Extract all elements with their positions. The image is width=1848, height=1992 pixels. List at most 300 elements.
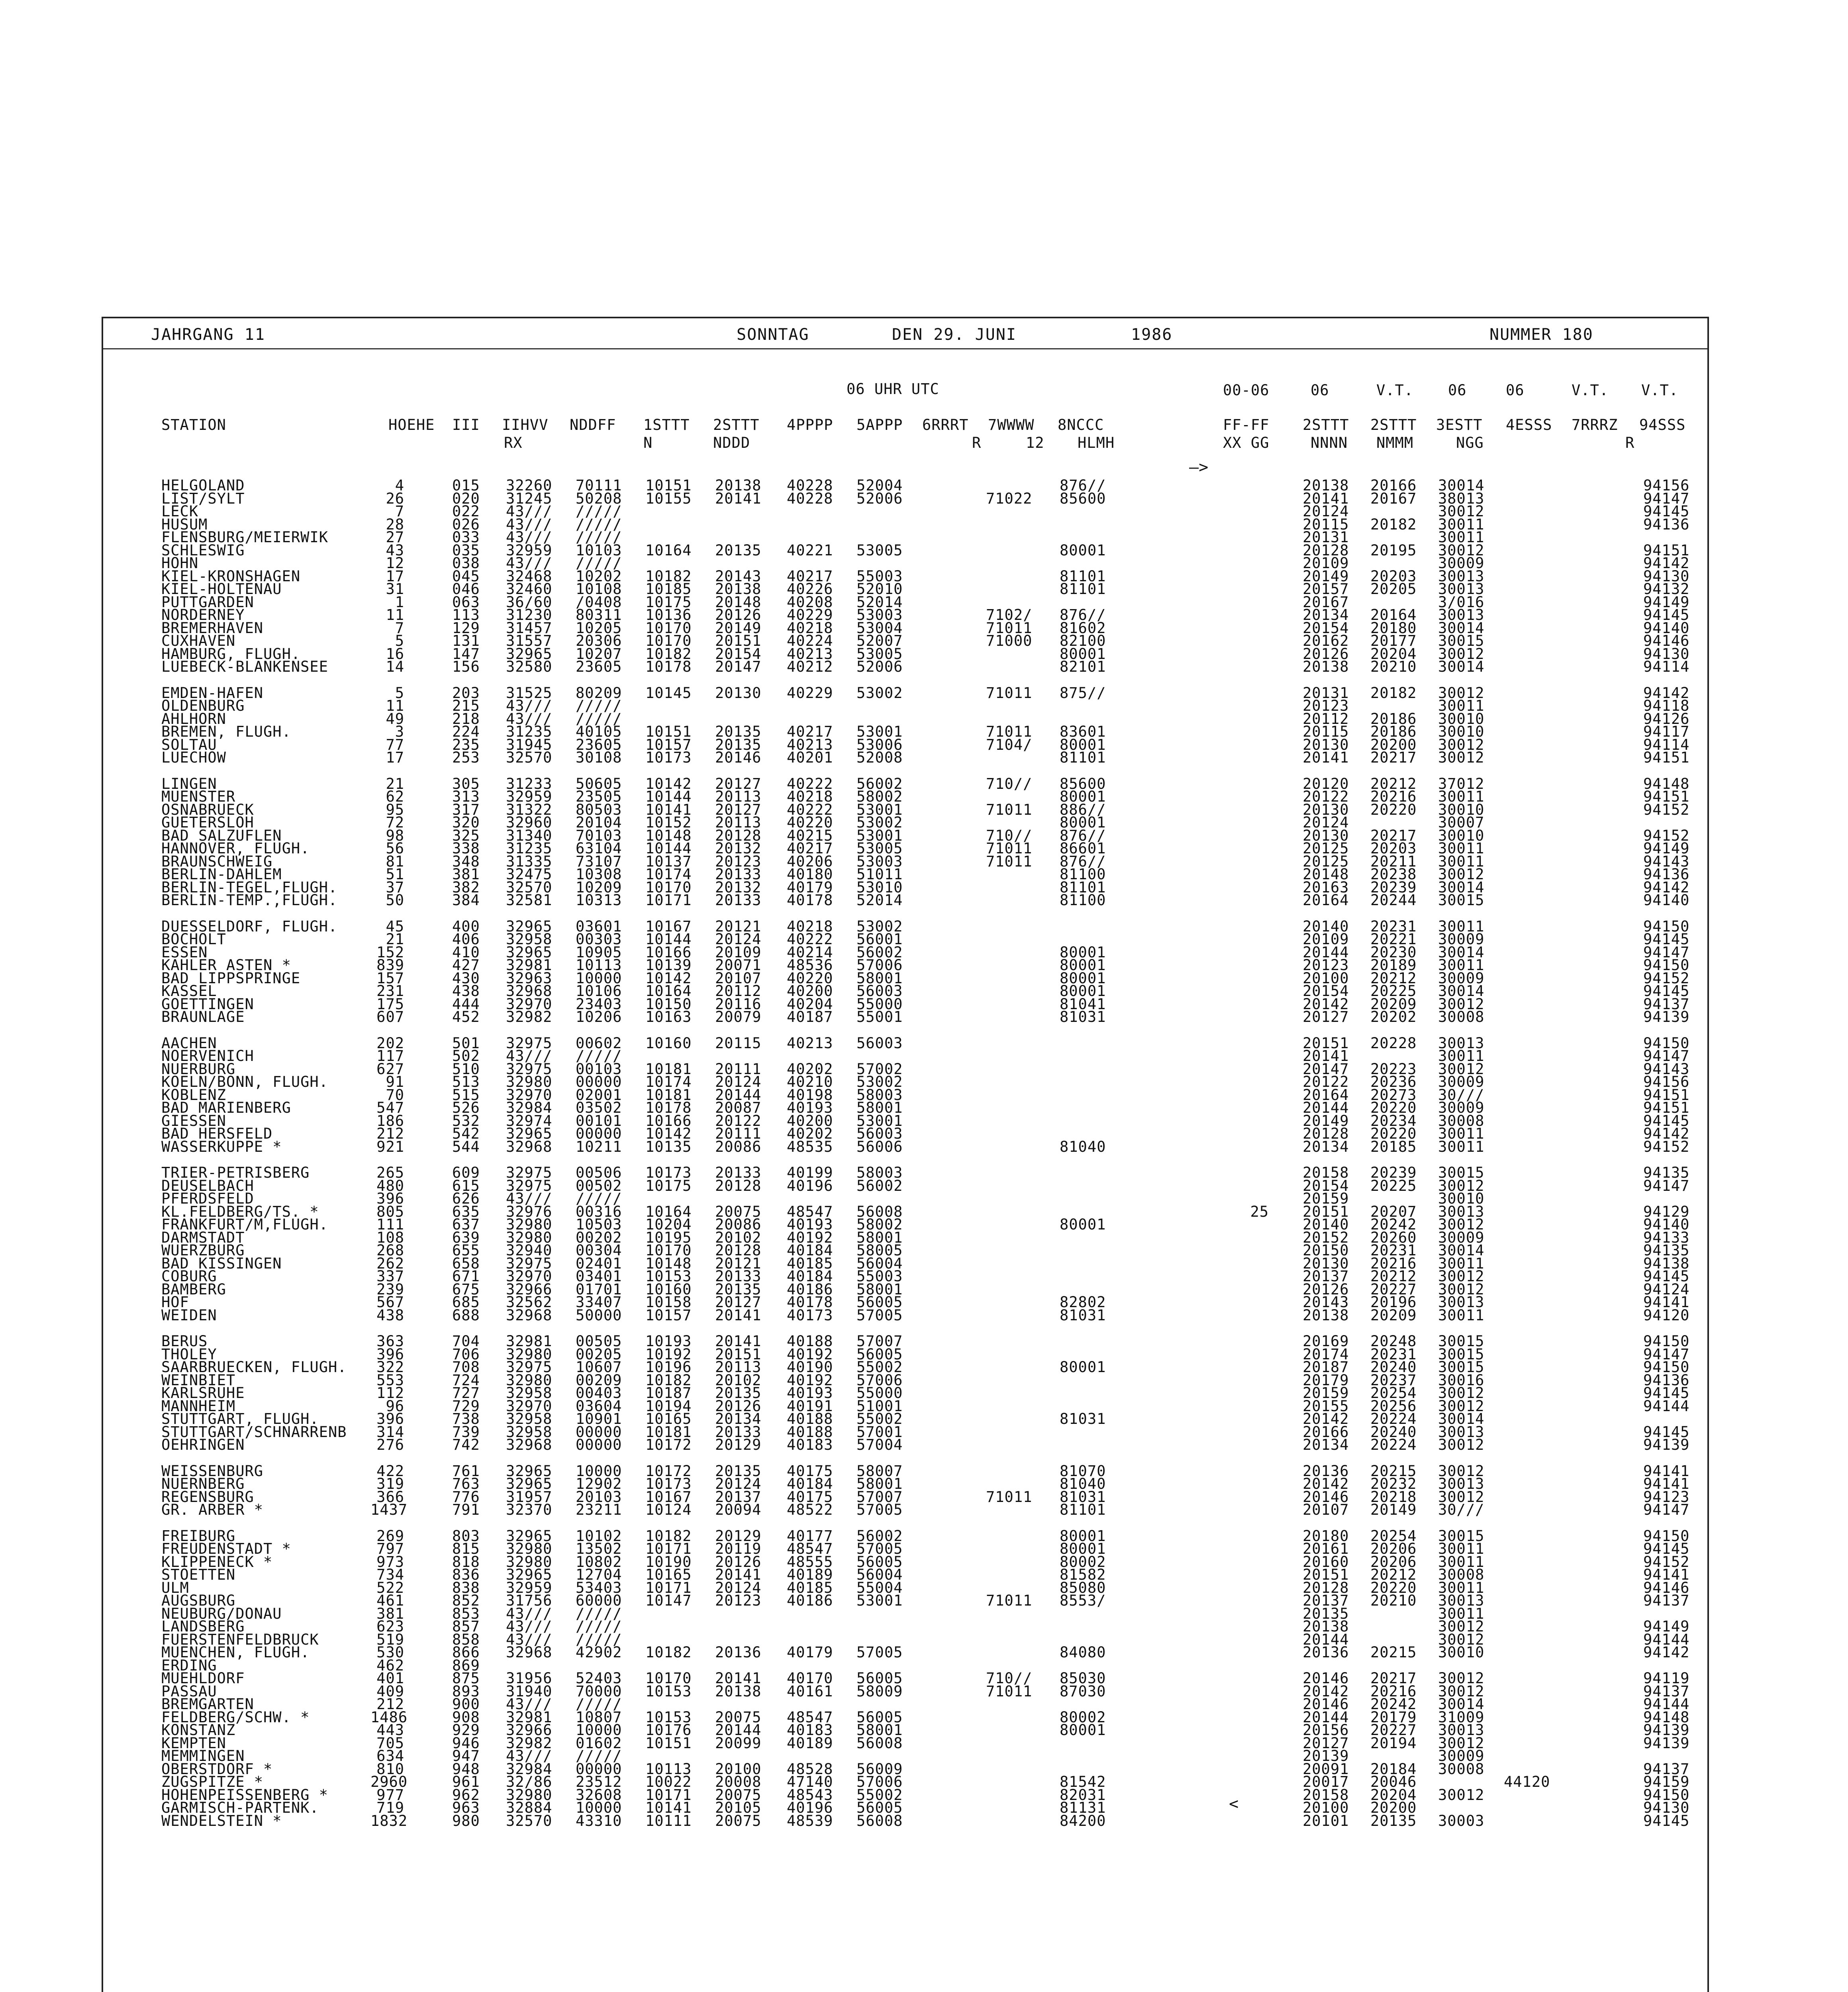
cell-2sttt_a: 20179 bbox=[1303, 1371, 1349, 1389]
cell-1sttt: 10157 bbox=[645, 1306, 692, 1324]
cell-2sttt: 20124 bbox=[715, 1475, 762, 1492]
cell-nddff: 00000 bbox=[576, 1125, 622, 1142]
cell-iii: 869 bbox=[452, 1657, 480, 1674]
cell-2sttt: 20075 bbox=[715, 1812, 762, 1829]
cell-2sttt_a: 20151 bbox=[1303, 1034, 1349, 1052]
cell-8nccc: 87030 bbox=[1060, 1682, 1106, 1700]
cell-2sttt_b: 20205 bbox=[1370, 580, 1417, 598]
cell-2sttt_b: 20239 bbox=[1370, 1164, 1417, 1181]
cell-8nccc: 876// bbox=[1060, 827, 1106, 844]
station-name: KASSEL bbox=[161, 982, 217, 1000]
cell-94sss: 94150 bbox=[1643, 918, 1690, 935]
cell-2sttt: 20147 bbox=[715, 658, 762, 675]
cell-94sss: 94137 bbox=[1643, 1760, 1690, 1778]
cell-8nccc: 84200 bbox=[1060, 1812, 1106, 1829]
column-header: 5APPP bbox=[856, 416, 903, 433]
cell-1sttt: 10170 bbox=[645, 619, 692, 637]
cell-2sttt: 20102 bbox=[715, 1229, 762, 1246]
cell-94sss: 94145 bbox=[1643, 1268, 1690, 1285]
cell-8nccc: 85080 bbox=[1060, 1579, 1106, 1596]
column-header: 4ESSS bbox=[1506, 416, 1552, 433]
cell-8nccc: 81031 bbox=[1060, 1410, 1106, 1427]
cell-hoehe: 70 bbox=[386, 1086, 404, 1104]
cell-5appp: 58009 bbox=[856, 1682, 903, 1700]
cell-4pppp: 40199 bbox=[787, 1164, 833, 1181]
cell-2sttt_a: 20138 bbox=[1303, 1306, 1349, 1324]
station-name: MEMMINGEN bbox=[161, 1747, 245, 1765]
cell-1sttt: 10182 bbox=[645, 1527, 692, 1545]
cell-iii: 963 bbox=[452, 1799, 480, 1816]
cell-hoehe: 50 bbox=[386, 892, 404, 909]
cell-4pppp: 40217 bbox=[787, 840, 833, 857]
cell-iii: 305 bbox=[452, 775, 480, 792]
cell-nddff: 40105 bbox=[576, 723, 622, 740]
cell-2sttt_a: 20017 bbox=[1303, 1773, 1349, 1790]
cell-3estt: 30013 bbox=[1438, 1294, 1485, 1311]
cell-hoehe: 627 bbox=[376, 1060, 404, 1078]
cell-iii: 685 bbox=[452, 1294, 480, 1311]
cell-hoehe: 112 bbox=[376, 1384, 404, 1402]
cell-2sttt_b: 20216 bbox=[1370, 1255, 1417, 1272]
cell-5appp: 53004 bbox=[856, 619, 903, 637]
cell-nddff: 70000 bbox=[576, 1682, 622, 1700]
cell-3estt: 30009 bbox=[1438, 1073, 1485, 1090]
cell-5appp: 56005 bbox=[856, 1708, 903, 1726]
cell-3estt: 30008 bbox=[1438, 1008, 1485, 1025]
station-name: KOELN/BONN, FLUGH. bbox=[161, 1073, 328, 1090]
station-name: BAD KISSINGEN bbox=[161, 1255, 282, 1272]
cell-2sttt_a: 20154 bbox=[1303, 1177, 1349, 1194]
cell-iihvv: 43/// bbox=[506, 1618, 553, 1635]
cell-7wwww: 710// bbox=[986, 775, 1033, 792]
cell-1sttt: 10165 bbox=[645, 1410, 692, 1427]
station-name: BAMBERG bbox=[161, 1280, 226, 1298]
station-name: WEISSENBURG bbox=[161, 1462, 264, 1480]
column-header: III bbox=[452, 416, 480, 433]
cell-4pppp: 40222 bbox=[787, 775, 833, 792]
cell-8nccc: 81542 bbox=[1060, 1773, 1106, 1790]
cell-8nccc: 82100 bbox=[1060, 632, 1106, 649]
date: DEN 29. JUNI bbox=[892, 325, 1017, 344]
cell-2sttt_b: 20260 bbox=[1370, 1229, 1417, 1246]
cell-3estt: 30012 bbox=[1438, 1216, 1485, 1233]
cell-hoehe: 409 bbox=[376, 1682, 404, 1700]
cell-3estt: 30012 bbox=[1438, 736, 1485, 753]
cell-2sttt: 20144 bbox=[715, 1086, 762, 1104]
cell-4pppp: 40201 bbox=[787, 749, 833, 766]
cell-iii: 727 bbox=[452, 1384, 480, 1402]
cell-2sttt_b: 20238 bbox=[1370, 866, 1417, 883]
margin-caret: < bbox=[1229, 1795, 1239, 1813]
cell-nddff: 10607 bbox=[576, 1359, 622, 1376]
cell-hoehe: 734 bbox=[376, 1566, 404, 1583]
cell-2sttt_a: 20152 bbox=[1303, 1229, 1349, 1246]
cell-94sss: 94147 bbox=[1643, 1047, 1690, 1065]
cell-2sttt_a: 20144 bbox=[1303, 1099, 1349, 1116]
column-header: IIHVV bbox=[502, 416, 549, 433]
cell-94sss: 94145 bbox=[1643, 931, 1690, 948]
cell-2sttt_b: 20200 bbox=[1370, 736, 1417, 753]
cell-94sss: 94145 bbox=[1643, 503, 1690, 520]
cell-2sttt: 20135 bbox=[715, 541, 762, 559]
station-name: WASSERKUPPE * bbox=[161, 1138, 282, 1155]
cell-1sttt: 10150 bbox=[645, 995, 692, 1013]
cell-3estt: 30003 bbox=[1438, 1812, 1485, 1829]
station-name: CUXHAVEN bbox=[161, 632, 236, 649]
cell-hoehe: 14 bbox=[386, 658, 404, 675]
station-name: ULM bbox=[161, 1579, 189, 1596]
cell-iihvv: 32965 bbox=[506, 645, 553, 663]
cell-8nccc: 85030 bbox=[1060, 1670, 1106, 1687]
cell-8nccc: 81031 bbox=[1060, 1008, 1106, 1025]
cell-2sttt_a: 20109 bbox=[1303, 931, 1349, 948]
cell-2sttt_a: 20151 bbox=[1303, 1203, 1349, 1220]
cell-1sttt: 10170 bbox=[645, 632, 692, 649]
cell-nddff: 20103 bbox=[576, 1488, 622, 1506]
cell-iii: 338 bbox=[452, 840, 480, 857]
cell-1sttt: 10157 bbox=[645, 736, 692, 753]
cell-iihvv: 32965 bbox=[506, 1566, 553, 1583]
cell-8nccc: 876// bbox=[1060, 853, 1106, 870]
cell-2sttt_b: 20182 bbox=[1370, 516, 1417, 533]
station-name: GR. ARBER * bbox=[161, 1501, 264, 1518]
cell-iii: 544 bbox=[452, 1138, 480, 1155]
column-subheader: R bbox=[972, 434, 982, 451]
cell-3estt: 30011 bbox=[1438, 1579, 1485, 1596]
cell-iii: 063 bbox=[452, 593, 480, 611]
cell-iii: 626 bbox=[452, 1190, 480, 1207]
cell-hoehe: 5 bbox=[395, 684, 404, 702]
cell-hoehe: 202 bbox=[376, 1034, 404, 1052]
cell-iihvv: 32965 bbox=[506, 1527, 553, 1545]
cell-1sttt: 10147 bbox=[645, 1592, 692, 1609]
cell-2sttt_b: 20210 bbox=[1370, 1592, 1417, 1609]
right-group-label: V.T. bbox=[1641, 382, 1679, 399]
station-name: MUENSTER bbox=[161, 788, 236, 805]
cell-4pppp: 40214 bbox=[787, 943, 833, 961]
cell-94sss: 94140 bbox=[1643, 619, 1690, 637]
column-subheader: 12 bbox=[1026, 434, 1045, 451]
cell-5appp: 56003 bbox=[856, 982, 903, 1000]
cell-2sttt_b: 20217 bbox=[1370, 1670, 1417, 1687]
column-header: 4PPPP bbox=[787, 416, 833, 433]
cell-2sttt: 20123 bbox=[715, 1592, 762, 1609]
station-name: BAD HERSFELD bbox=[161, 1125, 273, 1142]
cell-4pppp: 40170 bbox=[787, 1670, 833, 1687]
cell-2sttt_b: 20179 bbox=[1370, 1708, 1417, 1726]
cell-2sttt_a: 20180 bbox=[1303, 1527, 1349, 1545]
cell-nddff: 10000 bbox=[576, 1462, 622, 1480]
cell-4pppp: 40179 bbox=[787, 1644, 833, 1661]
cell-1sttt: 10160 bbox=[645, 1280, 692, 1298]
cell-8nccc: 80001 bbox=[1060, 1527, 1106, 1545]
station-name: WUERZBURG bbox=[161, 1242, 245, 1259]
cell-iii: 980 bbox=[452, 1812, 480, 1829]
cell-hoehe: 401 bbox=[376, 1670, 404, 1687]
cell-iihvv: 32370 bbox=[506, 1501, 553, 1518]
cell-2sttt_b: 20217 bbox=[1370, 827, 1417, 844]
cell-iii: 444 bbox=[452, 995, 480, 1013]
cell-94sss: 94144 bbox=[1643, 1631, 1690, 1648]
cell-3estt: 30011 bbox=[1438, 853, 1485, 870]
cell-3estt: 30012 bbox=[1438, 684, 1485, 702]
cell-1sttt: 10195 bbox=[645, 1229, 692, 1246]
station-name: ESSEN bbox=[161, 943, 208, 961]
station-name: STUTTGART/SCHNARRENB bbox=[161, 1423, 347, 1441]
cell-3estt: 30011 bbox=[1438, 1605, 1485, 1622]
cell-3estt: 30014 bbox=[1438, 1696, 1485, 1713]
cell-7wwww: 71022 bbox=[986, 490, 1033, 507]
cell-5appp: 53001 bbox=[856, 723, 903, 740]
cell-hoehe: 51 bbox=[386, 866, 404, 883]
cell-iii: 729 bbox=[452, 1397, 480, 1415]
cell-2sttt: 20086 bbox=[715, 1138, 762, 1155]
cell-94sss: 94141 bbox=[1643, 1475, 1690, 1492]
cell-2sttt_a: 20174 bbox=[1303, 1345, 1349, 1363]
cell-iihvv: 32970 bbox=[506, 1086, 553, 1104]
cell-iihvv: 32982 bbox=[506, 1734, 553, 1752]
cell-hoehe: 366 bbox=[376, 1488, 404, 1506]
cell-2sttt: 20143 bbox=[715, 567, 762, 585]
cell-4pppp: 40202 bbox=[787, 1060, 833, 1078]
cell-hoehe: 7 bbox=[395, 619, 404, 637]
cell-iii: 671 bbox=[452, 1268, 480, 1285]
cell-2sttt_b: 20231 bbox=[1370, 1345, 1417, 1363]
cell-8nccc: 80001 bbox=[1060, 645, 1106, 663]
cell-hoehe: 363 bbox=[376, 1333, 404, 1350]
cell-2sttt: 20113 bbox=[715, 1359, 762, 1376]
cell-3estt: 30012 bbox=[1438, 645, 1485, 663]
cell-iihvv: 32965 bbox=[506, 1125, 553, 1142]
cell-4pppp: 40218 bbox=[787, 788, 833, 805]
cell-2sttt_a: 20142 bbox=[1303, 1475, 1349, 1492]
cell-5appp: 53005 bbox=[856, 541, 903, 559]
cell-2sttt_a: 20122 bbox=[1303, 788, 1349, 805]
cell-94sss: 94148 bbox=[1643, 1708, 1690, 1726]
cell-2sttt_a: 20147 bbox=[1303, 1060, 1349, 1078]
cell-iihvv: 32968 bbox=[506, 1644, 553, 1661]
cell-2sttt: 20141 bbox=[715, 1306, 762, 1324]
cell-2sttt_b: 20209 bbox=[1370, 1306, 1417, 1324]
cell-2sttt_a: 20136 bbox=[1303, 1644, 1349, 1661]
station-name: NEUBURG/DONAU bbox=[161, 1605, 282, 1622]
cell-1sttt: 10187 bbox=[645, 1384, 692, 1402]
cell-iii: 156 bbox=[452, 658, 480, 675]
cell-iihvv: 32968 bbox=[506, 1138, 553, 1155]
cell-2sttt: 20112 bbox=[715, 982, 762, 1000]
cell-8nccc: 81040 bbox=[1060, 1138, 1106, 1155]
cell-hoehe: 634 bbox=[376, 1747, 404, 1765]
cell-8nccc: 80001 bbox=[1060, 943, 1106, 961]
cell-5appp: 56004 bbox=[856, 1255, 903, 1272]
cell-hoehe: 2960 bbox=[370, 1773, 408, 1790]
cell-iihvv: 32981 bbox=[506, 1708, 553, 1726]
cell-iii: 893 bbox=[452, 1682, 480, 1700]
margin-arrow: —> bbox=[1189, 458, 1209, 476]
cell-hoehe: 16 bbox=[386, 645, 404, 663]
cell-94sss: 94136 bbox=[1643, 516, 1690, 533]
cell-iii: 510 bbox=[452, 1060, 480, 1078]
cell-hoehe: 31 bbox=[386, 580, 404, 598]
cell-2sttt_b: 20202 bbox=[1370, 1008, 1417, 1025]
cell-2sttt_a: 20156 bbox=[1303, 1721, 1349, 1739]
cell-nddff: 00202 bbox=[576, 1229, 622, 1246]
cell-3estt: 30014 bbox=[1438, 619, 1485, 637]
cell-8nccc: 8553/ bbox=[1060, 1592, 1106, 1609]
cell-1sttt: 10124 bbox=[645, 1501, 692, 1518]
cell-2sttt_b: 20224 bbox=[1370, 1410, 1417, 1427]
cell-iihvv: 32984 bbox=[506, 1760, 553, 1778]
cell-iihvv: 32975 bbox=[506, 1359, 553, 1376]
cell-iii: 637 bbox=[452, 1216, 480, 1233]
station-name: DEUSELBACH bbox=[161, 1177, 254, 1194]
cell-3estt: 30011 bbox=[1438, 1553, 1485, 1570]
cell-4pppp: 40178 bbox=[787, 892, 833, 909]
cell-94sss: 94159 bbox=[1643, 1773, 1690, 1790]
cell-4pppp: 40213 bbox=[787, 645, 833, 663]
cell-1sttt: 10148 bbox=[645, 827, 692, 844]
cell-8nccc: 85600 bbox=[1060, 775, 1106, 792]
cell-3estt: 30014 bbox=[1438, 878, 1485, 896]
cell-2sttt_b: 20221 bbox=[1370, 931, 1417, 948]
column-header: 2STTT bbox=[713, 416, 760, 433]
cell-2sttt_a: 20146 bbox=[1303, 1670, 1349, 1687]
cell-94sss: 94130 bbox=[1643, 645, 1690, 663]
cell-2sttt_a: 20130 bbox=[1303, 736, 1349, 753]
cell-iii: 022 bbox=[452, 503, 480, 520]
cell-5appp: 57007 bbox=[856, 1333, 903, 1350]
cell-2sttt: 20116 bbox=[715, 995, 762, 1013]
station-name: COBURG bbox=[161, 1268, 217, 1285]
cell-94sss: 94152 bbox=[1643, 1553, 1690, 1570]
station-name: NUERBURG bbox=[161, 1060, 236, 1078]
cell-3estt: 30012 bbox=[1438, 1397, 1485, 1415]
cell-nddff: 00602 bbox=[576, 1034, 622, 1052]
cell-2sttt_b: 20230 bbox=[1370, 943, 1417, 961]
cell-nddff: ///// bbox=[576, 1047, 622, 1065]
cell-8nccc: 80001 bbox=[1060, 541, 1106, 559]
cell-hoehe: 269 bbox=[376, 1527, 404, 1545]
cell-2sttt: 20141 bbox=[715, 1670, 762, 1687]
cell-94sss: 94141 bbox=[1643, 1294, 1690, 1311]
cell-nddff: 10102 bbox=[576, 1527, 622, 1545]
cell-nddff: 03502 bbox=[576, 1099, 622, 1116]
cell-4pppp: 40208 bbox=[787, 593, 833, 611]
cell-3estt: 30015 bbox=[1438, 1345, 1485, 1363]
cell-7wwww: 71011 bbox=[986, 853, 1033, 870]
cell-94sss: 94151 bbox=[1643, 788, 1690, 805]
cell-2sttt_b: 20212 bbox=[1370, 775, 1417, 792]
cell-iii: 131 bbox=[452, 632, 480, 649]
cell-94sss: 94145 bbox=[1643, 1112, 1690, 1129]
cell-nddff: 00101 bbox=[576, 1112, 622, 1129]
cell-4pppp: 40185 bbox=[787, 1255, 833, 1272]
cell-94sss: 94117 bbox=[1643, 723, 1690, 740]
cell-4pppp: 40218 bbox=[787, 619, 833, 637]
cell-iihvv: 31230 bbox=[506, 606, 553, 623]
cell-nddff: 70111 bbox=[576, 477, 622, 494]
cell-5appp: 52014 bbox=[856, 892, 903, 909]
cell-2sttt_b: 20273 bbox=[1370, 1086, 1417, 1104]
cell-iihvv: 32958 bbox=[506, 1423, 553, 1441]
cell-5appp: 53003 bbox=[856, 853, 903, 870]
cell-5appp: 58005 bbox=[856, 1242, 903, 1259]
right-group-label: 06 bbox=[1311, 382, 1329, 399]
station-name: LINGEN bbox=[161, 775, 217, 792]
cell-iihvv: 32968 bbox=[506, 1436, 553, 1453]
cell-hoehe: 480 bbox=[376, 1177, 404, 1194]
cell-94sss: 94147 bbox=[1643, 1501, 1690, 1518]
cell-2sttt_a: 20146 bbox=[1303, 1696, 1349, 1713]
cell-nddff: ///// bbox=[576, 710, 622, 727]
cell-2sttt_a: 20124 bbox=[1303, 814, 1349, 831]
cell-nddff: 10209 bbox=[576, 878, 622, 896]
cell-iii: 948 bbox=[452, 1760, 480, 1778]
station-name: ZUGSPITZE * bbox=[161, 1773, 264, 1790]
cell-nddff: ///// bbox=[576, 516, 622, 533]
cell-94sss: 94137 bbox=[1643, 1682, 1690, 1700]
cell-5appp: 56006 bbox=[856, 1138, 903, 1155]
cell-2sttt_b: 20220 bbox=[1370, 1125, 1417, 1142]
station-name: FREIBURG bbox=[161, 1527, 236, 1545]
cell-iihvv: 32958 bbox=[506, 1384, 553, 1402]
cell-iii: 235 bbox=[452, 736, 480, 753]
cell-iihvv: 32/86 bbox=[506, 1773, 553, 1790]
cell-2sttt: 20135 bbox=[715, 723, 762, 740]
station-name: PFERDSFELD bbox=[161, 1190, 254, 1207]
header-rule bbox=[103, 348, 1707, 349]
cell-iihvv: 32959 bbox=[506, 788, 553, 805]
cell-3estt: 30013 bbox=[1438, 1475, 1485, 1492]
cell-nddff: 42902 bbox=[576, 1644, 622, 1661]
cell-94sss: 94123 bbox=[1643, 1488, 1690, 1506]
cell-iii: 688 bbox=[452, 1306, 480, 1324]
cell-3estt: 30011 bbox=[1438, 840, 1485, 857]
cell-2sttt_a: 20128 bbox=[1303, 1125, 1349, 1142]
cell-hoehe: 27 bbox=[386, 529, 404, 546]
cell-7wwww: 7102/ bbox=[986, 606, 1033, 623]
cell-iii: 818 bbox=[452, 1553, 480, 1570]
cell-94sss: 94138 bbox=[1643, 1255, 1690, 1272]
cell-3estt: 30013 bbox=[1438, 1203, 1485, 1220]
station-name: FELDBERG/SCHW. * bbox=[161, 1708, 310, 1726]
cell-4pppp: 48543 bbox=[787, 1786, 833, 1804]
station-name: KEMPTEN bbox=[161, 1734, 226, 1752]
station-name: DARMSTADT bbox=[161, 1229, 245, 1246]
cell-5appp: 55004 bbox=[856, 1579, 903, 1596]
cell-iihvv: 32982 bbox=[506, 1008, 553, 1025]
cell-2sttt: 20099 bbox=[715, 1734, 762, 1752]
cell-5appp: 58007 bbox=[856, 1462, 903, 1480]
cell-2sttt_a: 20161 bbox=[1303, 1540, 1349, 1557]
cell-2sttt: 20094 bbox=[715, 1501, 762, 1518]
cell-2sttt_a: 20130 bbox=[1303, 1255, 1349, 1272]
station-name: KL.FELDBERG/TS. * bbox=[161, 1203, 319, 1220]
cell-94sss: 94126 bbox=[1643, 710, 1690, 727]
cell-iii: 961 bbox=[452, 1773, 480, 1790]
cell-3estt: 30008 bbox=[1438, 1566, 1485, 1583]
cell-nddff: 70103 bbox=[576, 827, 622, 844]
cell-nddff: 02401 bbox=[576, 1255, 622, 1272]
cell-2sttt_a: 20134 bbox=[1303, 1138, 1349, 1155]
cell-iihvv: 32965 bbox=[506, 918, 553, 935]
cell-iii: 655 bbox=[452, 1242, 480, 1259]
cell-1sttt: 10144 bbox=[645, 840, 692, 857]
cell-2sttt: 20132 bbox=[715, 840, 762, 857]
cell-nddff: 20104 bbox=[576, 814, 622, 831]
cell-4pppp: 40177 bbox=[787, 1527, 833, 1545]
cell-5appp: 53001 bbox=[856, 1112, 903, 1129]
